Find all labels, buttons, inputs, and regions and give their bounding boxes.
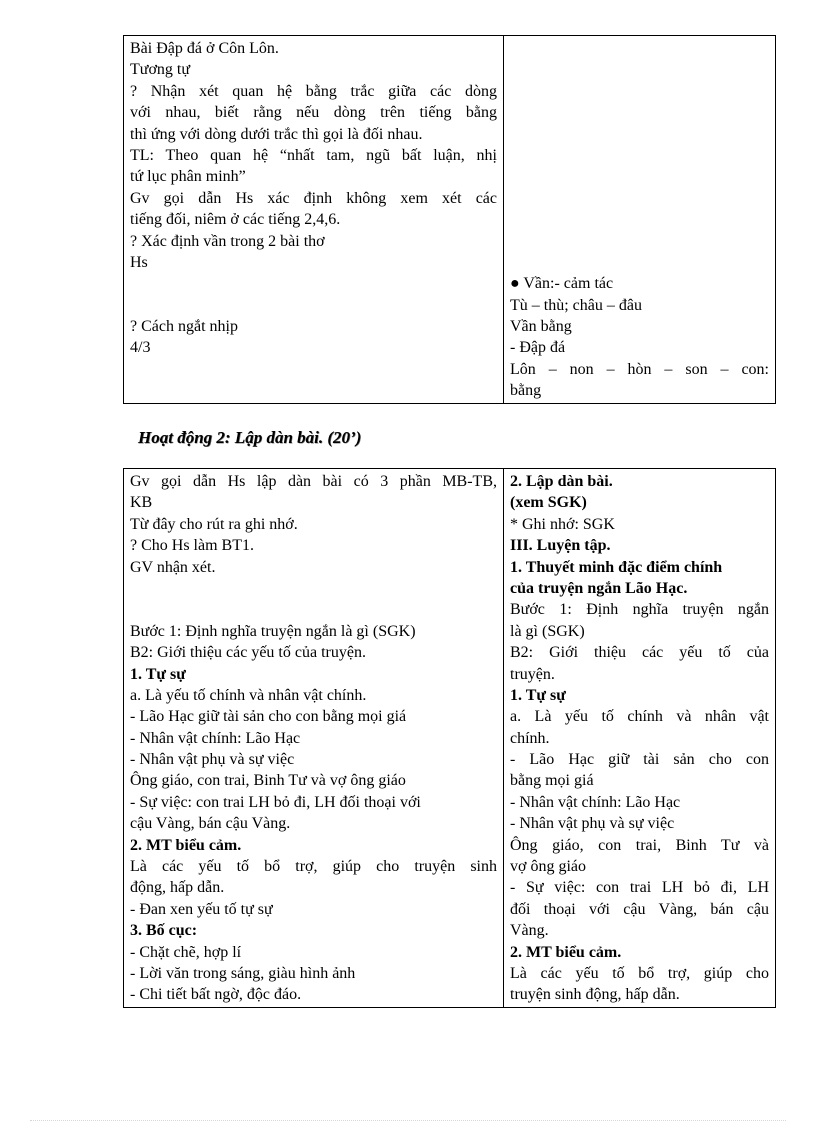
table1-right-cell	[504, 36, 776, 404]
text-line: GV nhận xét.	[130, 558, 216, 576]
text-line: Là các yếu tố bổ trợ, giúp cho	[510, 964, 769, 982]
text-line: với nhau, biết rằng nếu dòng trên tiếng bằng	[130, 104, 497, 122]
text-line: ? Cách ngắt nhịp	[130, 318, 238, 336]
text-line: là gì (SGK)	[510, 622, 585, 640]
text-line: bằng mọi giá	[510, 772, 594, 790]
text-line: Ông giáo, con trai, Binh Tư và vợ ông giáo	[130, 772, 406, 790]
text-line: bằng	[510, 382, 542, 400]
text-line: Lôn – non – hòn – son – con:	[510, 360, 769, 378]
text-line: TL: Theo quan hệ “nhất tam, ngũ bất luận, nhị	[130, 146, 497, 164]
table2-left-cell	[124, 469, 504, 1008]
text-line: 4/3	[130, 339, 151, 357]
text-line: - Nhân vật phụ và sự việc	[510, 815, 675, 833]
text-line: Gv gọi dẫn Hs lập dàn bài có 3 phần MB-TB,	[130, 473, 497, 490]
text-line: - Lời văn trong sáng, giàu hình ảnh	[130, 964, 356, 982]
text-line: - Lão Hạc giữ tài sản cho con	[510, 751, 769, 769]
text-line: 3. Bố cục:	[130, 922, 198, 940]
text-line: truyện sinh động, hấp dẫn.	[510, 986, 680, 1004]
text-line: Từ đây cho rút ra ghi nhớ.	[130, 515, 298, 533]
text-line: tiếng đối, niêm ở các tiếng 2,4,6.	[130, 211, 341, 229]
text-line: vợ ông giáo	[510, 858, 587, 876]
text-line: - Sự việc: con trai LH bỏ đi, LH đối thoại với	[130, 793, 421, 811]
text-line: - Chi tiết bất ngờ, độc đáo.	[130, 986, 302, 1004]
text-line: * Ghi nhớ: SGK	[510, 515, 615, 533]
text-line: ? Cho Hs làm BT1.	[130, 537, 254, 555]
text-line: Tương tự	[130, 61, 191, 79]
text-line: tứ lục phân minh”	[130, 168, 246, 186]
text-line: chính.	[510, 729, 550, 747]
text-line: ? Xác định vần trong 2 bài thơ	[130, 232, 325, 250]
text-line: 2. Lập dàn bài.	[510, 473, 613, 490]
text-line: ● Vần:- cảm tác	[510, 275, 614, 293]
lesson-table-2	[123, 468, 776, 1008]
text-line: a. Là yếu tố chính và nhân vật chính.	[130, 686, 367, 704]
text-line: B2: Giới thiệu các yếu tố của truyện.	[130, 644, 366, 662]
text-line: Vần bằng	[510, 318, 572, 336]
page-bottom-divider	[30, 1120, 786, 1121]
text-line: Là các yếu tố bổ trợ, giúp cho truyện sinh	[130, 858, 497, 876]
text-line: - Nhân vật phụ và sự việc	[130, 751, 295, 769]
table1-left-cell	[124, 36, 504, 404]
text-line: (xem SGK)	[510, 494, 587, 512]
text-line: - Đan xen yếu tố tự sự	[130, 900, 273, 918]
text-line: - Nhân vật chính: Lão Hạc	[510, 793, 681, 811]
text-line: cậu Vàng, bán cậu Vàng.	[130, 815, 291, 833]
text-line: ? Nhận xét quan hệ bằng trắc giữa các dòng	[130, 82, 497, 100]
text-line: thì ứng với dòng dưới trắc thì gọi là đối nhau.	[130, 125, 423, 143]
text-line: của truyện ngắn Lão Hạc.	[510, 579, 688, 597]
text-line: - Sự việc: con trai LH bỏ đi, LH	[510, 879, 769, 897]
text-line: 1. Tự sự	[510, 686, 566, 704]
text-line: B2: Giới thiệu các yếu tố của	[510, 644, 769, 662]
text-line: truyện.	[510, 665, 555, 683]
text-line: - Nhân vật chính: Lão Hạc	[130, 729, 301, 747]
text-line: 2. MT biểu cảm.	[510, 943, 622, 961]
text-line: Hs	[130, 253, 148, 271]
text-line: động, hấp dẫn.	[130, 879, 225, 897]
section-heading: Hoạt động 2: Lập dàn bài. (20’)	[138, 428, 362, 447]
text-line: 2. MT biểu cảm.	[130, 836, 242, 854]
text-line: đối thoại với cậu Vàng, bán cậu	[510, 900, 769, 918]
text-line: KB	[130, 494, 153, 512]
text-line: 1. Tự sự	[130, 665, 186, 683]
text-line: Vàng.	[510, 922, 549, 940]
text-line: Ông giáo, con trai, Binh Tư và	[510, 836, 769, 854]
text-line: Bước 1: Định nghĩa truyện ngắn là gì (SGK)	[130, 622, 416, 640]
text-line: Bài Đập đá ở Côn Lôn.	[130, 40, 279, 57]
text-line: III. Luyện tập.	[510, 537, 611, 555]
text-line: Gv gọi dẫn Hs xác định không xem xét các	[130, 189, 497, 207]
text-line: Bước 1: Định nghĩa truyện ngắn	[510, 601, 769, 619]
lesson-table-1	[123, 35, 776, 404]
text-line: - Đập đá	[510, 339, 566, 357]
text-line: Tù – thù; châu – đâu	[510, 296, 642, 314]
text-line: - Lão Hạc giữ tài sản cho con bằng mọi giá	[130, 708, 407, 726]
text-line: - Chặt chẽ, hợp lí	[130, 943, 242, 961]
table2-right-cell	[504, 469, 776, 1008]
text-line: 1. Thuyết minh đặc điểm chính	[510, 558, 723, 576]
text-line: a. Là yếu tố chính và nhân vật	[510, 708, 769, 726]
